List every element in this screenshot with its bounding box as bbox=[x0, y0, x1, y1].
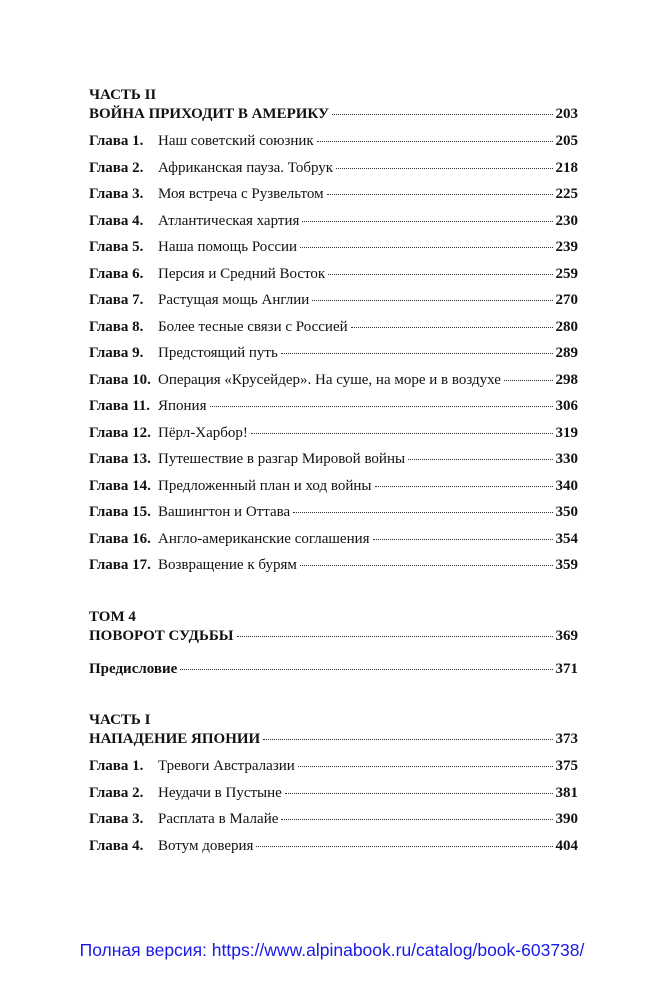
chapter-title: Неудачи в Пустыне bbox=[158, 784, 282, 801]
volume-label: ТОМ 4 bbox=[89, 608, 136, 625]
chapter-number: Глава 3. bbox=[89, 186, 144, 202]
part-heading-title: ВОЙНА ПРИХОДИТ В АМЕРИКУ bbox=[89, 106, 329, 122]
chapter-title: Пёрл-Харбор! bbox=[158, 424, 248, 441]
dot-leader bbox=[281, 819, 552, 820]
footer-link-text[interactable]: Полная версия: https://www.alpinabook.ru/catalog/book-603738/ bbox=[79, 940, 585, 960]
table-of-contents bbox=[89, 86, 578, 863]
chapter-title: Наша помощь России bbox=[158, 239, 298, 255]
part-heading-row bbox=[89, 730, 578, 757]
chapter-row bbox=[89, 238, 578, 265]
chapter-number: Глава 2. bbox=[89, 784, 144, 801]
chapter-number: Глава 17. bbox=[89, 557, 151, 573]
chapter-number: Глава 8. bbox=[89, 318, 144, 335]
page-number: 259 bbox=[555, 265, 578, 282]
part-label: ЧАСТЬ II bbox=[89, 87, 157, 103]
chapter-number: Глава 2. bbox=[89, 159, 144, 176]
chapter-number: Глава 10. bbox=[89, 371, 151, 388]
page-number: 203 bbox=[555, 106, 578, 122]
dot-leader bbox=[332, 114, 553, 115]
chapter-number: Глава 13. bbox=[89, 451, 151, 467]
dot-leader bbox=[281, 353, 553, 354]
chapter-row bbox=[89, 837, 578, 864]
chapter-title: Более тесные связи с Россией bbox=[158, 318, 348, 335]
page-number: 340 bbox=[555, 477, 578, 494]
dot-leader bbox=[210, 406, 553, 407]
page-number: 369 bbox=[555, 627, 578, 644]
chapter-number: Глава 16. bbox=[89, 530, 151, 547]
chapter-row bbox=[89, 757, 578, 784]
page-number: 225 bbox=[555, 186, 578, 202]
dot-leader bbox=[351, 327, 553, 328]
dot-leader bbox=[504, 380, 553, 381]
chapter-title: Персия и Средний Восток bbox=[158, 265, 326, 282]
dot-leader bbox=[408, 459, 552, 460]
page-number: 375 bbox=[555, 758, 578, 774]
dot-leader bbox=[328, 274, 552, 275]
chapter-title: Растущая мощь Англии bbox=[158, 292, 310, 308]
chapter-row bbox=[89, 810, 578, 837]
page-number: 359 bbox=[555, 557, 578, 573]
dot-leader bbox=[293, 512, 552, 513]
page-number: 373 bbox=[555, 731, 578, 747]
dot-leader bbox=[312, 300, 552, 301]
chapter-number: Глава 1. bbox=[89, 758, 144, 774]
chapter-number: Глава 6. bbox=[89, 265, 144, 282]
part-heading-title: НАПАДЕНИЕ ЯПОНИИ bbox=[89, 731, 261, 747]
chapter-title: Вашингтон и Оттава bbox=[158, 504, 291, 520]
page-number: 289 bbox=[555, 345, 578, 361]
chapter-row bbox=[89, 291, 578, 318]
chapter-title: Тревоги Австралазии bbox=[158, 758, 295, 774]
dot-leader bbox=[237, 636, 553, 637]
chapter-number: Глава 11. bbox=[89, 398, 151, 414]
page-number: 306 bbox=[555, 398, 578, 414]
dot-leader bbox=[327, 194, 553, 195]
page-number: 205 bbox=[555, 133, 578, 149]
chapter-number: Глава 15. bbox=[89, 504, 151, 520]
chapter-number: Глава 14. bbox=[89, 477, 151, 494]
chapter-number: Глава 7. bbox=[89, 292, 144, 308]
chapter-number: Глава 12. bbox=[89, 424, 151, 441]
full-version-link[interactable] bbox=[0, 940, 664, 961]
chapter-title: Операция «Крусейдер». На суше, на море и в воздухе bbox=[158, 371, 501, 388]
page-number: 270 bbox=[555, 292, 578, 308]
page-number: 390 bbox=[555, 811, 578, 827]
chapter-row bbox=[89, 503, 578, 530]
dot-leader bbox=[180, 669, 552, 670]
chapter-number: Глава 3. bbox=[89, 811, 144, 827]
dot-leader bbox=[375, 486, 553, 487]
chapter-list bbox=[89, 757, 578, 863]
dot-leader bbox=[298, 766, 553, 767]
chapter-title: Предстоящий путь bbox=[158, 345, 278, 361]
chapter-title: Моя встреча с Рузвельтом bbox=[158, 186, 324, 202]
chapter-number: Глава 4. bbox=[89, 212, 144, 229]
volume-heading-row bbox=[89, 627, 578, 654]
page-number: 298 bbox=[555, 371, 578, 388]
chapter-row bbox=[89, 784, 578, 811]
dot-leader bbox=[300, 247, 552, 248]
chapter-row bbox=[89, 371, 578, 398]
chapter-row bbox=[89, 450, 578, 477]
page-number: 230 bbox=[555, 212, 578, 229]
page-number: 239 bbox=[555, 239, 578, 255]
chapter-row bbox=[89, 212, 578, 239]
part-1-section bbox=[89, 711, 578, 863]
chapter-title: Англо-американские соглашения bbox=[158, 530, 370, 547]
dot-leader bbox=[263, 739, 552, 740]
chapter-title: Путешествие в разгар Мировой войны bbox=[158, 451, 406, 467]
chapter-title: Япония bbox=[158, 398, 207, 414]
part-2-section bbox=[89, 86, 578, 583]
preface-row bbox=[89, 660, 578, 687]
part-heading-row bbox=[89, 105, 578, 132]
chapter-number: Глава 5. bbox=[89, 239, 144, 255]
chapter-title: Наш советский союзник bbox=[158, 133, 314, 149]
chapter-row bbox=[89, 424, 578, 451]
page-number: 371 bbox=[555, 660, 578, 677]
chapter-row bbox=[89, 318, 578, 345]
page-number: 280 bbox=[555, 318, 578, 335]
page-number: 404 bbox=[555, 837, 578, 854]
chapter-number: Глава 4. bbox=[89, 837, 144, 854]
chapter-row bbox=[89, 530, 578, 557]
chapter-title: Предложенный план и ход войны bbox=[158, 477, 372, 494]
chapter-row bbox=[89, 477, 578, 504]
chapter-title: Атлантическая хартия bbox=[158, 212, 300, 229]
dot-leader bbox=[256, 846, 552, 847]
volume-heading-title: ПОВОРОТ СУДЬБЫ bbox=[89, 627, 234, 644]
page-number: 319 bbox=[555, 424, 578, 441]
chapter-row bbox=[89, 397, 578, 424]
chapter-title: Возвращение к бурям bbox=[158, 557, 297, 573]
chapter-list bbox=[89, 132, 578, 583]
part-label: ЧАСТЬ I bbox=[89, 712, 151, 728]
page-number: 350 bbox=[555, 504, 578, 520]
chapter-number: Глава 1. bbox=[89, 133, 144, 149]
chapter-number: Глава 9. bbox=[89, 345, 144, 361]
page-number: 381 bbox=[555, 784, 578, 801]
dot-leader bbox=[251, 433, 553, 434]
page-number: 218 bbox=[555, 159, 578, 176]
chapter-row bbox=[89, 185, 578, 212]
dot-leader bbox=[302, 221, 552, 222]
chapter-title: Расплата в Малайе bbox=[158, 811, 279, 827]
dot-leader bbox=[285, 793, 553, 794]
chapter-title: Вотум доверия bbox=[158, 837, 254, 854]
page-number: 354 bbox=[555, 530, 578, 547]
dot-leader bbox=[373, 539, 553, 540]
preface-title: Предисловие bbox=[89, 660, 178, 677]
page-number: 330 bbox=[555, 451, 578, 467]
dot-leader bbox=[336, 168, 552, 169]
chapter-row bbox=[89, 556, 578, 583]
chapter-row bbox=[89, 159, 578, 186]
chapter-title: Африканская пауза. Тобрук bbox=[158, 159, 334, 176]
dot-leader bbox=[300, 565, 553, 566]
dot-leader bbox=[317, 141, 553, 142]
volume-4-section bbox=[89, 608, 578, 687]
chapter-row bbox=[89, 132, 578, 159]
chapter-row bbox=[89, 265, 578, 292]
chapter-row bbox=[89, 344, 578, 371]
